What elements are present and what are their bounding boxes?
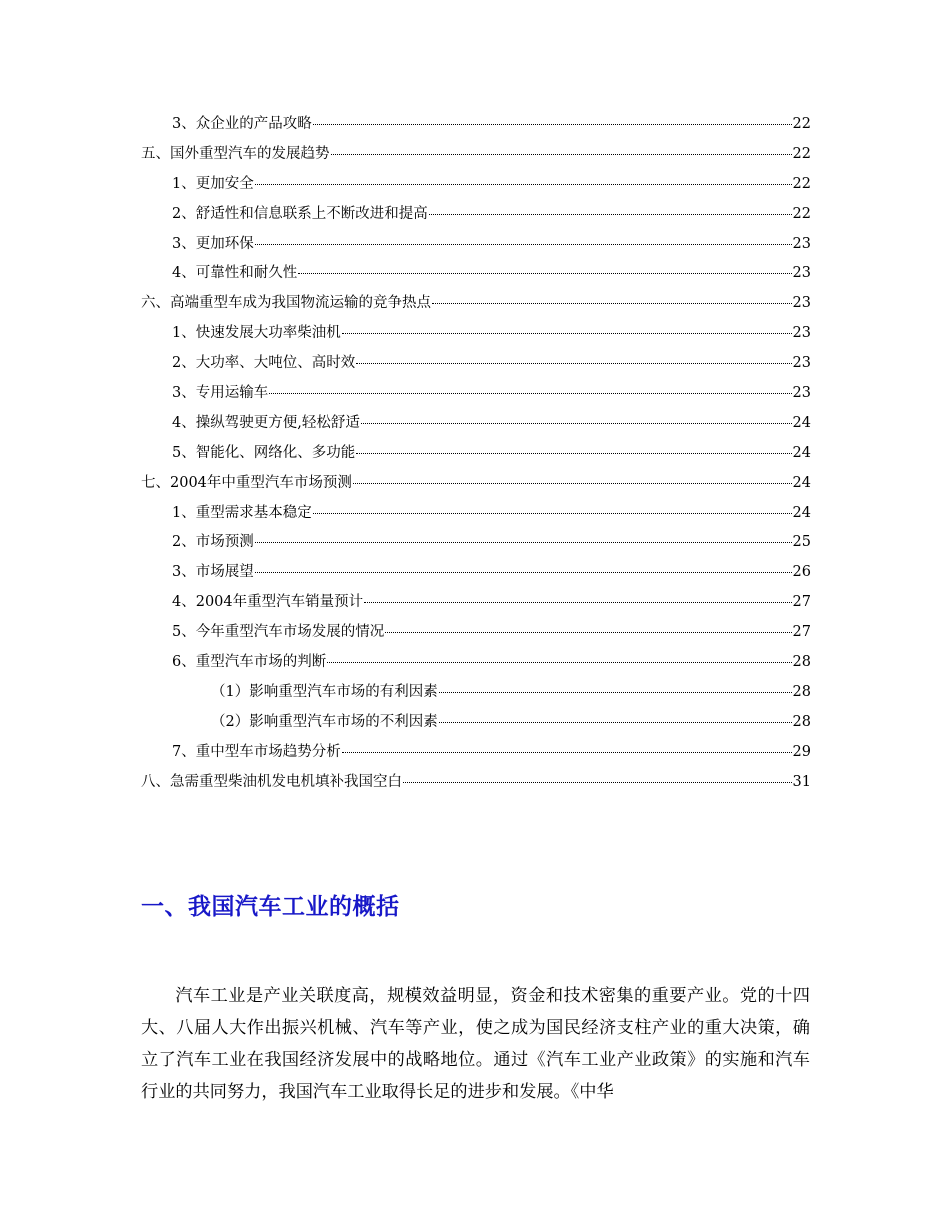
toc-dot-leader: [439, 691, 792, 693]
toc-entry-title: 3、市场展望: [172, 564, 254, 581]
toc-entry[interactable]: [141, 708, 811, 738]
toc-dot-leader: [403, 781, 792, 783]
toc-entry[interactable]: [141, 618, 811, 648]
toc-entry[interactable]: [141, 469, 811, 499]
toc-entry[interactable]: [141, 140, 811, 170]
toc-entry-page-number: 25: [792, 534, 811, 551]
toc-entry-title: 七、2004年中重型汽车市场预测: [141, 474, 352, 491]
toc-entry-title: 3、专用运输车: [172, 385, 269, 402]
toc-entry-page-number: 29: [792, 743, 811, 760]
toc-entry-page-number: 22: [792, 116, 811, 132]
toc-entry-title: 6、重型汽车市场的判断: [172, 654, 327, 671]
toc-dot-leader: [255, 571, 792, 573]
toc-entry-page-number: 24: [792, 474, 811, 491]
toc-dot-leader: [255, 541, 792, 543]
toc-entry-page-number: 22: [792, 145, 811, 162]
toc-entry-title: 2、舒适性和信息联系上不断改进和提高: [172, 205, 428, 222]
toc-entry-page-number: 28: [792, 713, 811, 730]
toc-entry-title: 1、快速发展大功率柴油机: [172, 325, 341, 342]
toc-entry-page-number: 28: [792, 683, 811, 700]
toc-dot-leader: [432, 302, 792, 304]
toc-dot-leader: [313, 512, 792, 514]
toc-dot-leader: [331, 153, 792, 155]
toc-entry-page-number: 23: [792, 235, 811, 252]
toc-entry-page-number: 22: [792, 205, 811, 222]
toc-entry[interactable]: [141, 768, 811, 798]
toc-entry-page-number: 24: [792, 444, 811, 461]
toc-dot-leader: [364, 601, 791, 603]
toc-entry-title: 4、2004年重型汽车销量预计: [172, 594, 364, 611]
toc-entry-title: 3、众企业的产品攻略: [172, 116, 312, 132]
toc-dot-leader: [313, 123, 792, 125]
toc-entry-title: 5、智能化、网络化、多功能: [172, 444, 356, 461]
toc-entry[interactable]: [141, 439, 811, 469]
toc-entry-page-number: 23: [792, 385, 811, 402]
toc-entry-page-number: 23: [792, 295, 811, 312]
toc-dot-leader: [429, 213, 792, 215]
toc-entry[interactable]: [141, 558, 811, 588]
toc-entry[interactable]: [141, 200, 811, 230]
toc-entry[interactable]: [141, 588, 811, 618]
toc-entry-page-number: 26: [792, 564, 811, 581]
toc-entry-title: 六、高端重型车成为我国物流运输的竞争热点: [141, 295, 431, 312]
toc-entry[interactable]: [141, 528, 811, 558]
toc-entry-title: 2、市场预测: [172, 534, 254, 551]
toc-entry[interactable]: [141, 230, 811, 260]
toc-entry-title: 5、今年重型汽车市场发展的情况: [172, 624, 385, 641]
toc-entry-title: 1、更加安全: [172, 175, 254, 192]
toc-dot-leader: [255, 183, 792, 185]
toc-entry[interactable]: [141, 170, 811, 200]
toc-entry-title: 1、重型需求基本稳定: [172, 504, 312, 521]
toc-entry-page-number: 24: [792, 414, 811, 431]
toc-entry-title: 2、大功率、大吨位、高时效: [172, 355, 356, 372]
toc-dot-leader: [298, 272, 791, 274]
toc-dot-leader: [342, 751, 792, 753]
toc-entry-page-number: 31: [792, 773, 811, 790]
toc-entry[interactable]: [141, 409, 811, 439]
table-of-contents: [141, 110, 811, 797]
toc-entry[interactable]: [141, 349, 811, 379]
toc-dot-leader: [385, 631, 791, 633]
toc-entry-title: 4、操纵驾驶更方便,轻松舒适: [172, 414, 360, 431]
toc-entry[interactable]: [141, 259, 811, 289]
toc-entry-page-number: 27: [792, 624, 811, 641]
toc-dot-leader: [327, 661, 791, 663]
toc-entry-title: 五、国外重型汽车的发展趋势: [141, 145, 330, 162]
toc-entry-title: 7、重中型车市场趋势分析: [172, 743, 341, 760]
toc-entry-page-number: 23: [792, 355, 811, 372]
toc-entry-page-number: 28: [792, 654, 811, 671]
toc-entry-title: 3、更加环保: [172, 235, 254, 252]
toc-entry[interactable]: [141, 110, 811, 140]
section-paragraph: 汽车工业是产业关联度高，规模效益明显，资金和技术密集的重要产业。党的十四大、八届人大作出振兴机械、汽车等产业，使之成为国民经济支柱产业的重大决策，确立了汽车工业在我国经济发展中的战略地位。通过《汽车工业产业政策》的实施和汽车行业的共同努力，我国汽车工业取得长足的进步和发展。《中华: [141, 986, 810, 1102]
toc-dot-leader: [353, 482, 792, 484]
toc-entry-title: 八、急需重型柴油机发电机填补我国空白: [141, 773, 402, 790]
toc-entry-page-number: 23: [792, 265, 811, 282]
toc-entry[interactable]: [141, 678, 811, 708]
toc-dot-leader: [439, 721, 792, 723]
toc-entry-page-number: 22: [792, 175, 811, 192]
toc-dot-leader: [269, 392, 791, 394]
toc-entry[interactable]: [141, 648, 811, 678]
toc-entry-page-number: 27: [792, 594, 811, 611]
toc-dot-leader: [361, 422, 792, 424]
toc-entry[interactable]: [141, 499, 811, 529]
toc-entry[interactable]: [141, 319, 811, 349]
toc-entry-title: （2）影响重型汽车市场的不利因素: [211, 713, 438, 730]
toc-dot-leader: [356, 362, 791, 364]
toc-dot-leader: [342, 332, 792, 334]
section-heading: 一、我国汽车工业的概括: [141, 894, 400, 920]
toc-entry[interactable]: [141, 379, 811, 409]
toc-entry-title: （1）影响重型汽车市场的有利因素: [211, 683, 438, 700]
toc-entry-page-number: 24: [792, 504, 811, 521]
toc-dot-leader: [356, 452, 791, 454]
toc-entry[interactable]: [141, 738, 811, 768]
toc-entry-title: 4、可靠性和耐久性: [172, 265, 298, 282]
toc-entry[interactable]: [141, 289, 811, 319]
toc-dot-leader: [255, 243, 792, 245]
toc-entry-page-number: 23: [792, 325, 811, 342]
